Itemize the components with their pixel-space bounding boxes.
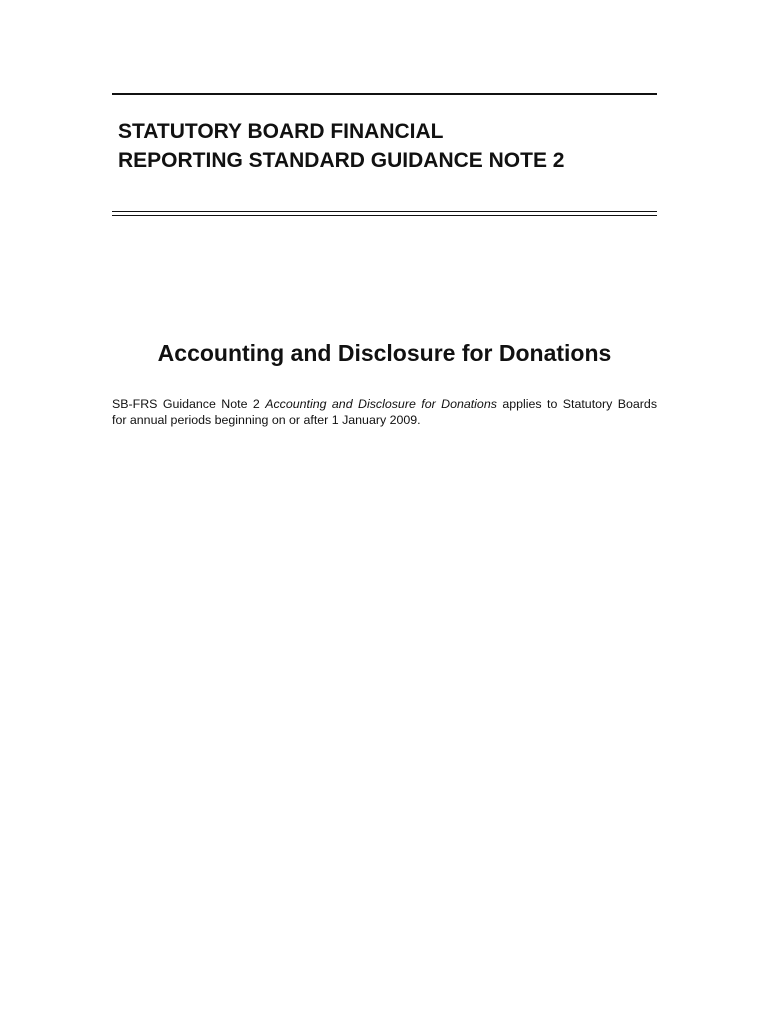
intro-paragraph <box>112 397 657 428</box>
intro-italic-title: Accounting and Disclosure for Donations <box>265 397 497 411</box>
top-rule <box>112 93 657 95</box>
intro-prefix: SB-FRS Guidance Note 2 <box>112 397 260 411</box>
document-title: Accounting and Disclosure for Donations <box>157 340 612 366</box>
double-rule <box>112 211 657 216</box>
document-heading <box>118 117 648 175</box>
intro-suffix: applies to Statutory Boards <box>502 397 658 411</box>
heading-line-1: STATUTORY BOARD FINANCIAL <box>118 120 444 143</box>
heading-line-2: REPORTING STANDARD GUIDANCE NOTE 2 <box>118 149 565 172</box>
intro-line-2: for annual periods beginning on or after 1 January 2009. <box>112 412 421 427</box>
intro-line-1 <box>112 397 657 413</box>
